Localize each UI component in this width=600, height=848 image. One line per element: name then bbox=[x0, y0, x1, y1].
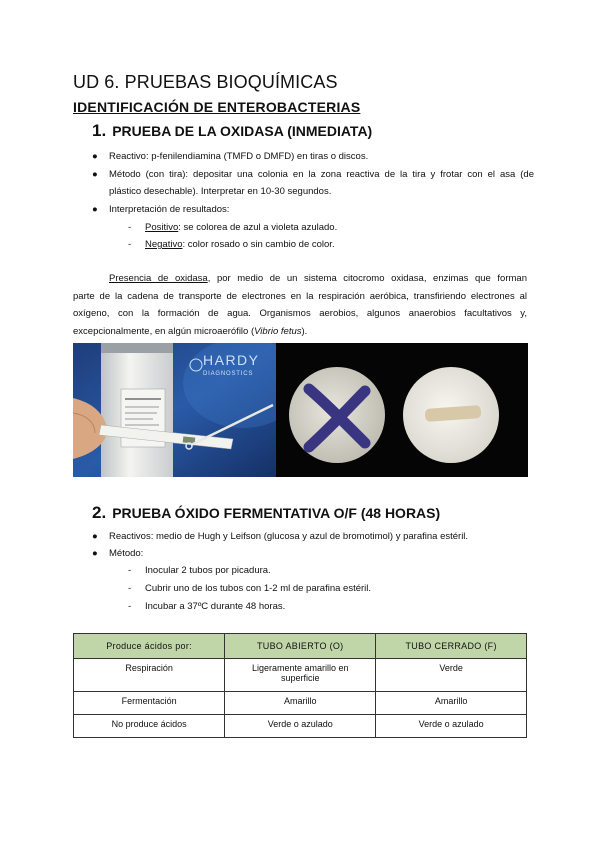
dash-marker: - bbox=[128, 239, 132, 250]
table-cell: Amarillo bbox=[376, 692, 527, 715]
bullet-metodo-line-1: Método (con tira): depositar una colonia en la zona reactiva de la tira y frotar con el asa (de bbox=[109, 169, 534, 180]
table-cell: Fermentación bbox=[74, 692, 225, 715]
logo-diagnostics: DIAGNOSTICS bbox=[203, 371, 254, 377]
bullet-interpretacion-text: Interpretación de resultados: bbox=[109, 204, 230, 215]
dash-marker: - bbox=[128, 565, 132, 576]
dash-marker: - bbox=[128, 601, 132, 612]
positivo-label: Positivo bbox=[145, 222, 179, 233]
bullet-icon: ● bbox=[92, 169, 98, 180]
negativo-text: : color rosado o sin cambio de color. bbox=[182, 239, 335, 250]
table-header: Produce ácidos por: bbox=[74, 634, 225, 659]
paragraph-term: Presencia de oxidasa bbox=[109, 273, 208, 284]
bullet-metodo-2-text: Método: bbox=[109, 548, 144, 559]
table-header: TUBO ABIERTO (O) bbox=[225, 634, 376, 659]
document-subtitle: IDENTIFICACIÓN DE ENTEROBACTERIAS bbox=[73, 99, 361, 115]
of-results-table bbox=[73, 633, 527, 738]
paragraph-species: Vibrio fetus bbox=[254, 325, 302, 337]
step-text: Inocular 2 tubos por picadura. bbox=[145, 565, 271, 576]
table-cell: Respiración bbox=[74, 659, 225, 692]
table-header: TUBO CERRADO (F) bbox=[376, 634, 527, 659]
logo-hardy: HARDY bbox=[203, 352, 260, 368]
table-cell: Amarillo bbox=[225, 692, 376, 715]
paragraph-line-4: excepcionalmente, en algún microaerófilo ( bbox=[73, 325, 255, 337]
paragraph-line-1: , por medio de un sistema citocromo oxidasa, enzimas que forman bbox=[207, 273, 527, 284]
bullet-icon: ● bbox=[92, 204, 98, 215]
table-row bbox=[74, 715, 527, 738]
section-1-title: PRUEBA DE LA OXIDASA (INMEDIATA) bbox=[112, 123, 373, 139]
table-cell: No produce ácidos bbox=[74, 715, 225, 738]
table-row bbox=[74, 692, 527, 715]
table-cell: Verde o azulado bbox=[225, 715, 376, 738]
paragraph-line-2: parte de la cadena de transporte de electrones en la respiración aeróbica, transfiriendo electrones al bbox=[73, 290, 527, 302]
negativo-label: Negativo bbox=[145, 239, 183, 250]
dash-marker: - bbox=[128, 222, 132, 233]
dash-marker: - bbox=[128, 583, 132, 594]
section-1-number: 1. bbox=[92, 121, 107, 140]
section-2-heading bbox=[92, 503, 440, 523]
bullet-reactivo-text: Reactivo: p-fenilendiamina (TMFD o DMFD) en tiras o discos. bbox=[109, 151, 369, 162]
section-2-title: PRUEBA ÓXIDO FERMENTATIVA O/F (48 HORAS) bbox=[112, 505, 441, 521]
oxidasa-paragraph: Presencia de oxidasa, por medio de un sistema citocromo oxidasa, enzimas que forman parte de la cadena de transporte de electrones en la respiración aeróbica, transfiriendo electrones al oxígeno, con la formación de agua. Organismos aerobios, algunos anaerobios facultativos y, excepcionalmente, en algún microaerófilo (Vibrio fetus). bbox=[73, 273, 527, 337]
section-1-heading bbox=[92, 121, 372, 141]
table-header-row bbox=[74, 634, 527, 659]
positivo-text: : se colorea de azul a violeta azulado. bbox=[178, 222, 338, 233]
bullet-metodo-line-2: plástico desechable). Interpretar en 10-30 segundos. bbox=[109, 186, 332, 197]
step-text: Incubar a 37ºC durante 48 horas. bbox=[145, 601, 286, 612]
bullet-icon: ● bbox=[92, 531, 98, 542]
bullet-reactivos-text: Reactivos: medio de Hugh y Leifson (glucosa y azul de bromotimol) y parafina estéril. bbox=[109, 531, 469, 542]
table-row bbox=[74, 659, 527, 692]
oxidase-test-photo bbox=[73, 343, 528, 477]
document-title: UD 6. PRUEBAS BIOQUÍMICAS bbox=[73, 72, 338, 92]
table-cell: Ligeramente amarillo en superficie bbox=[225, 659, 376, 692]
step-text: Cubrir uno de los tubos con 1-2 ml de parafina estéril. bbox=[145, 583, 372, 594]
table-cell: Verde bbox=[376, 659, 527, 692]
bullet-icon: ● bbox=[92, 151, 98, 162]
paragraph-line-3: oxígeno, con la formación de agua. Organismos aerobios, algunos anaerobios facultativos y, bbox=[73, 308, 527, 319]
table-cell: Verde o azulado bbox=[376, 715, 527, 738]
section-2-number: 2. bbox=[92, 503, 107, 522]
bullet-icon: ● bbox=[92, 548, 98, 559]
